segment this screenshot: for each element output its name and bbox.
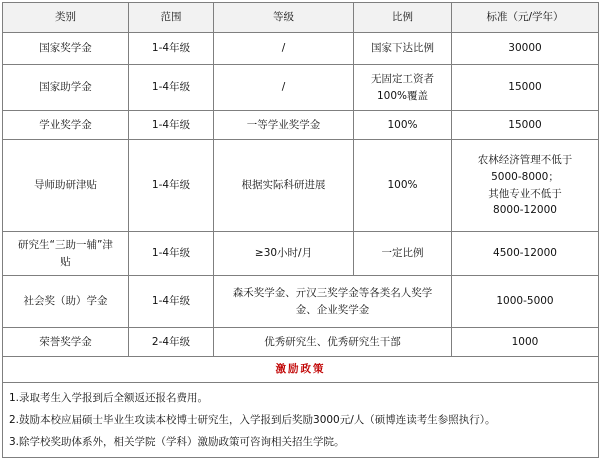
policy-item: 2.鼓励本校应届硕士毕业生攻读本校博士研究生，入学报到后奖励3000元/人（硕博连读考生参照执行）。 [9,414,496,426]
cell-category: 导师助研津贴 [3,140,129,232]
cell-standard: 15000 [452,111,599,140]
table-row [3,33,599,65]
cell-level: 根据实际科研进展 [214,140,354,232]
cell-standard: 30000 [452,33,599,65]
cell-category: 荣誉奖学金 [3,328,129,357]
scholarship-document [2,2,598,458]
cell-level: 一等学业奖学金 [214,111,354,140]
cell-ratio: 无固定工资者 100%覆盖 [354,65,452,111]
cell-scope: 1-4年级 [129,111,214,140]
header-scope: 范围 [129,3,214,33]
cell-standard: 1000-5000 [452,276,599,328]
policy-title-row [3,357,599,383]
cell-scope: 1-4年级 [129,33,214,65]
header-ratio: 比例 [354,3,452,33]
cell-level-merged: 优秀研究生、优秀研究生干部 [214,328,452,357]
scholarship-table [2,2,599,458]
cell-category: 国家助学金 [3,65,129,111]
cell-level: / [214,65,354,111]
cell-level-merged: 森禾奖学金、亓汉三奖学金等各类名人奖学 金、企业奖学金 [214,276,452,328]
policy-body [3,383,599,458]
cell-scope: 2-4年级 [129,328,214,357]
cell-scope: 1-4年级 [129,65,214,111]
cell-level: / [214,33,354,65]
cell-standard: 农林经济管理不低于 5000-8000； 其他专业不低于 8000-12000 [452,140,599,232]
cell-category: 学业奖学金 [3,111,129,140]
cell-category: 研究生“三助一辅”津 贴 [3,232,129,276]
cell-scope: 1-4年级 [129,276,214,328]
cell-category: 社会奖（助）学金 [3,276,129,328]
table-row [3,65,599,111]
table-header-row [3,3,599,33]
cell-ratio: 100% [354,140,452,232]
table-row [3,328,599,357]
cell-standard: 1000 [452,328,599,357]
cell-scope: 1-4年级 [129,140,214,232]
table-row [3,232,599,276]
cell-level: ≥30小时/月 [214,232,354,276]
cell-ratio: 一定比例 [354,232,452,276]
policy-item: 3.除学校奖助体系外，相关学院（学科）激励政策可咨询相关招生学院。 [9,436,345,448]
policy-item: 1.录取考生入学报到后全额返还报名费用。 [9,392,209,404]
cell-ratio: 国家下达比例 [354,33,452,65]
header-standard: 标准（元/学年） [452,3,599,33]
cell-scope: 1-4年级 [129,232,214,276]
table-row [3,140,599,232]
table-row [3,276,599,328]
cell-ratio: 100% [354,111,452,140]
cell-standard: 15000 [452,65,599,111]
table-row [3,111,599,140]
policy-body-row [3,383,599,458]
cell-standard: 4500-12000 [452,232,599,276]
header-level: 等级 [214,3,354,33]
policy-title: 激励政策 [3,357,599,383]
header-category: 类别 [3,3,129,33]
cell-category: 国家奖学金 [3,33,129,65]
